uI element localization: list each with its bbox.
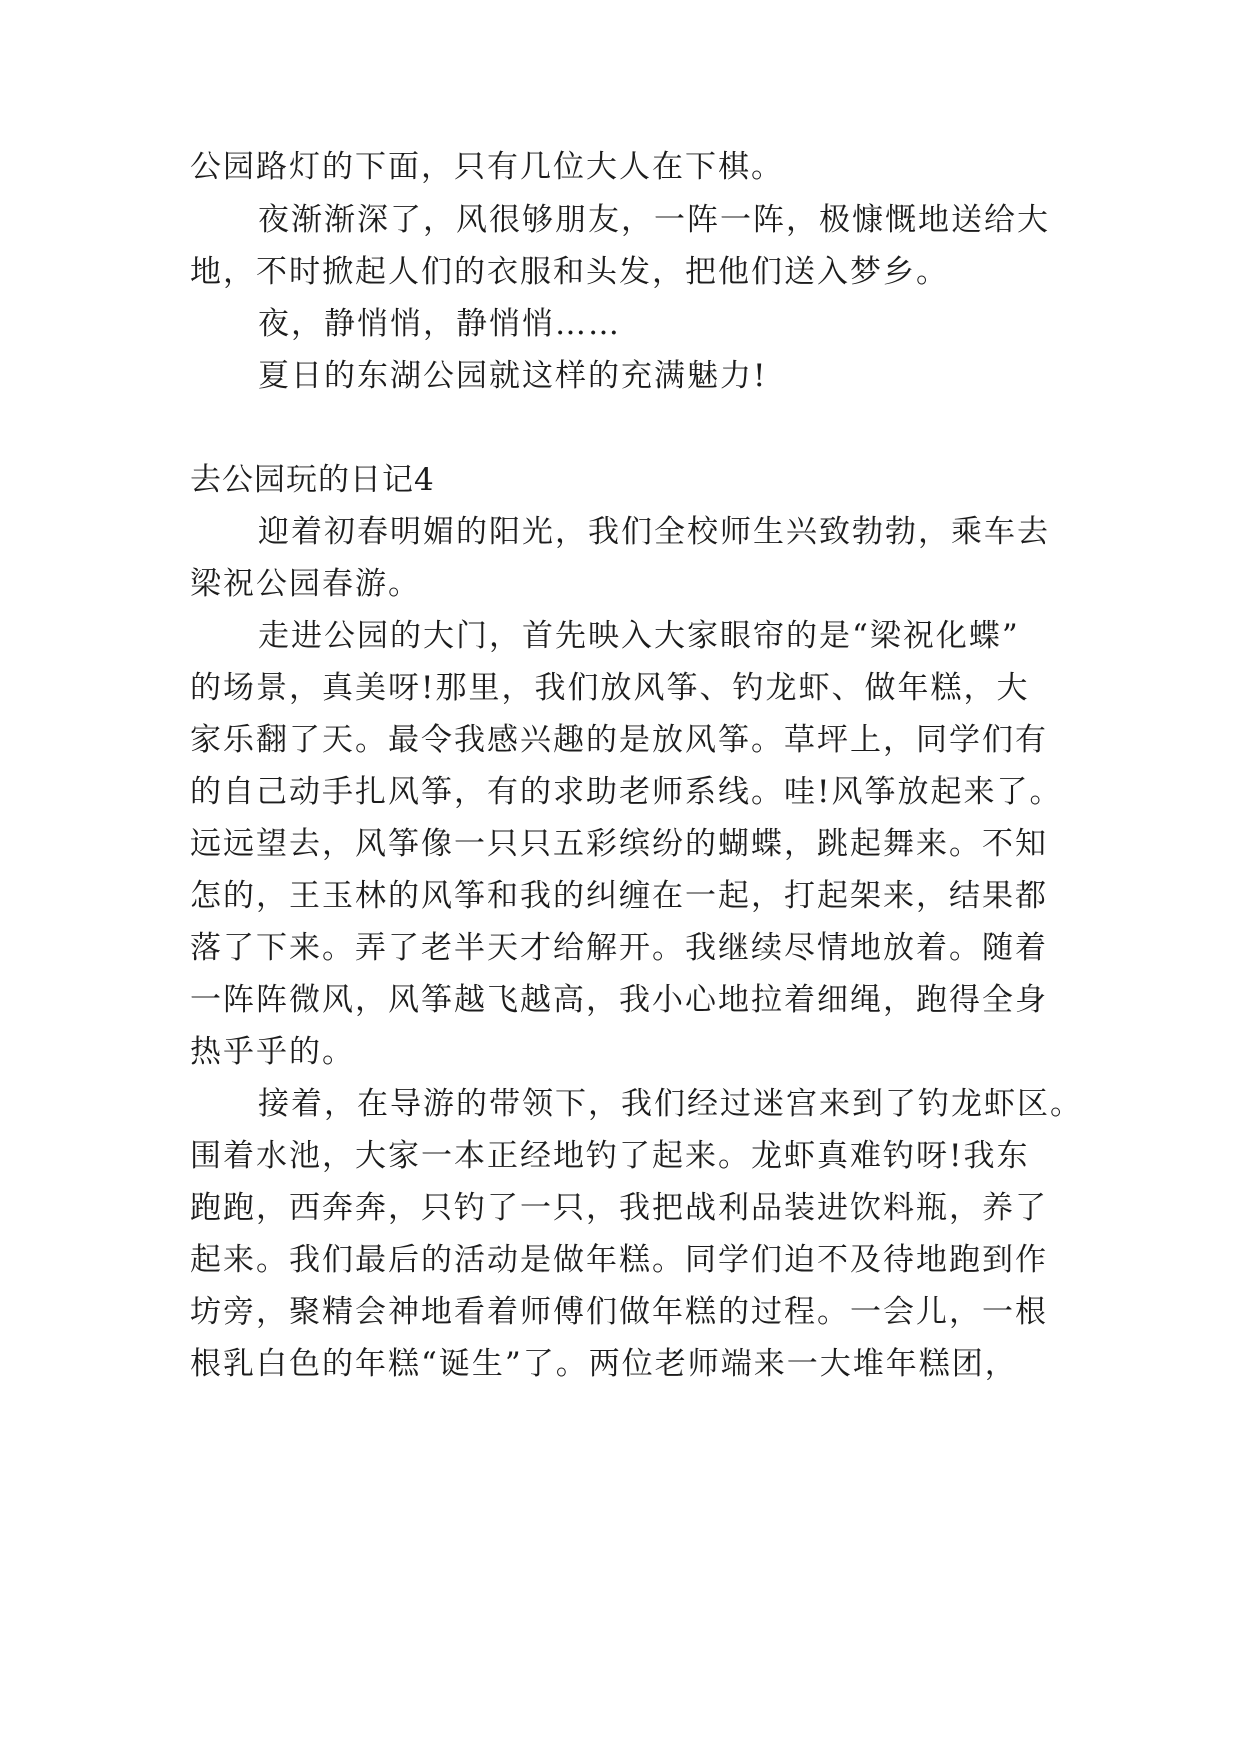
paragraph-line: 落了下来。弄了老半天才给解开。我继续尽情地放着。随着 <box>190 930 1048 966</box>
paragraph-line: 地，不时掀起人们的衣服和头发，把他们送入梦乡。 <box>190 254 949 290</box>
paragraph-line: 夜，静悄悄，静悄悄…… <box>258 306 621 342</box>
paragraph-line: 根乳白色的年糕“诞生”了。两位老师端来一大堆年糕团， <box>190 1346 1018 1382</box>
section-heading: 去公园玩的日记4 <box>190 462 435 498</box>
paragraph-line: 接着，在导游的带领下，我们经过迷宫来到了钓龙虾区。 <box>258 1086 1083 1122</box>
paragraph-line: 夏日的东湖公园就这样的充满魅力! <box>258 358 768 394</box>
paragraph-line: 走进公园的大门，首先映入大家眼帘的是“梁祝化蝶” <box>258 618 1020 654</box>
paragraph-line: 公园路灯的下面，只有几位大人在下棋。 <box>190 149 784 185</box>
paragraph-line: 的自己动手扎风筝，有的求助老师系线。哇!风筝放起来了。 <box>190 774 1063 810</box>
paragraph-line: 围着水池，大家一本正经地钓了起来。龙虾真难钓呀!我东 <box>190 1138 1030 1174</box>
paragraph-line: 远远望去，风筝像一只只五彩缤纷的蝴蝶，跳起舞来。不知 <box>190 826 1048 862</box>
paragraph-line: 迎着初春明媚的阳光，我们全校师生兴致勃勃，乘车去 <box>258 514 1050 550</box>
paragraph-line: 怎的，王玉林的风筝和我的纠缠在一起，打起架来，结果都 <box>190 878 1048 914</box>
paragraph-line: 夜渐渐深了，风很够朋友，一阵一阵，极慷慨地送给大 <box>258 202 1050 238</box>
paragraph-line: 一阵阵微风，风筝越飞越高，我小心地拉着细绳，跑得全身 <box>190 982 1048 1018</box>
paragraph-line: 梁祝公园春游。 <box>190 566 421 602</box>
paragraph-line: 的场景，真美呀!那里，我们放风筝、钓龙虾、做年糕，大 <box>190 670 1030 706</box>
paragraph-line: 坊旁，聚精会神地看着师傅们做年糕的过程。一会儿，一根 <box>190 1294 1048 1330</box>
paragraph-line: 热乎乎的。 <box>190 1034 355 1070</box>
paragraph-line: 起来。我们最后的活动是做年糕。同学们迫不及待地跑到作 <box>190 1242 1048 1278</box>
paragraph-line: 家乐翻了天。最令我感兴趣的是放风筝。草坪上，同学们有 <box>190 722 1048 758</box>
paragraph-line: 跑跑，西奔奔，只钓了一只，我把战利品装进饮料瓶，养了 <box>190 1190 1048 1226</box>
